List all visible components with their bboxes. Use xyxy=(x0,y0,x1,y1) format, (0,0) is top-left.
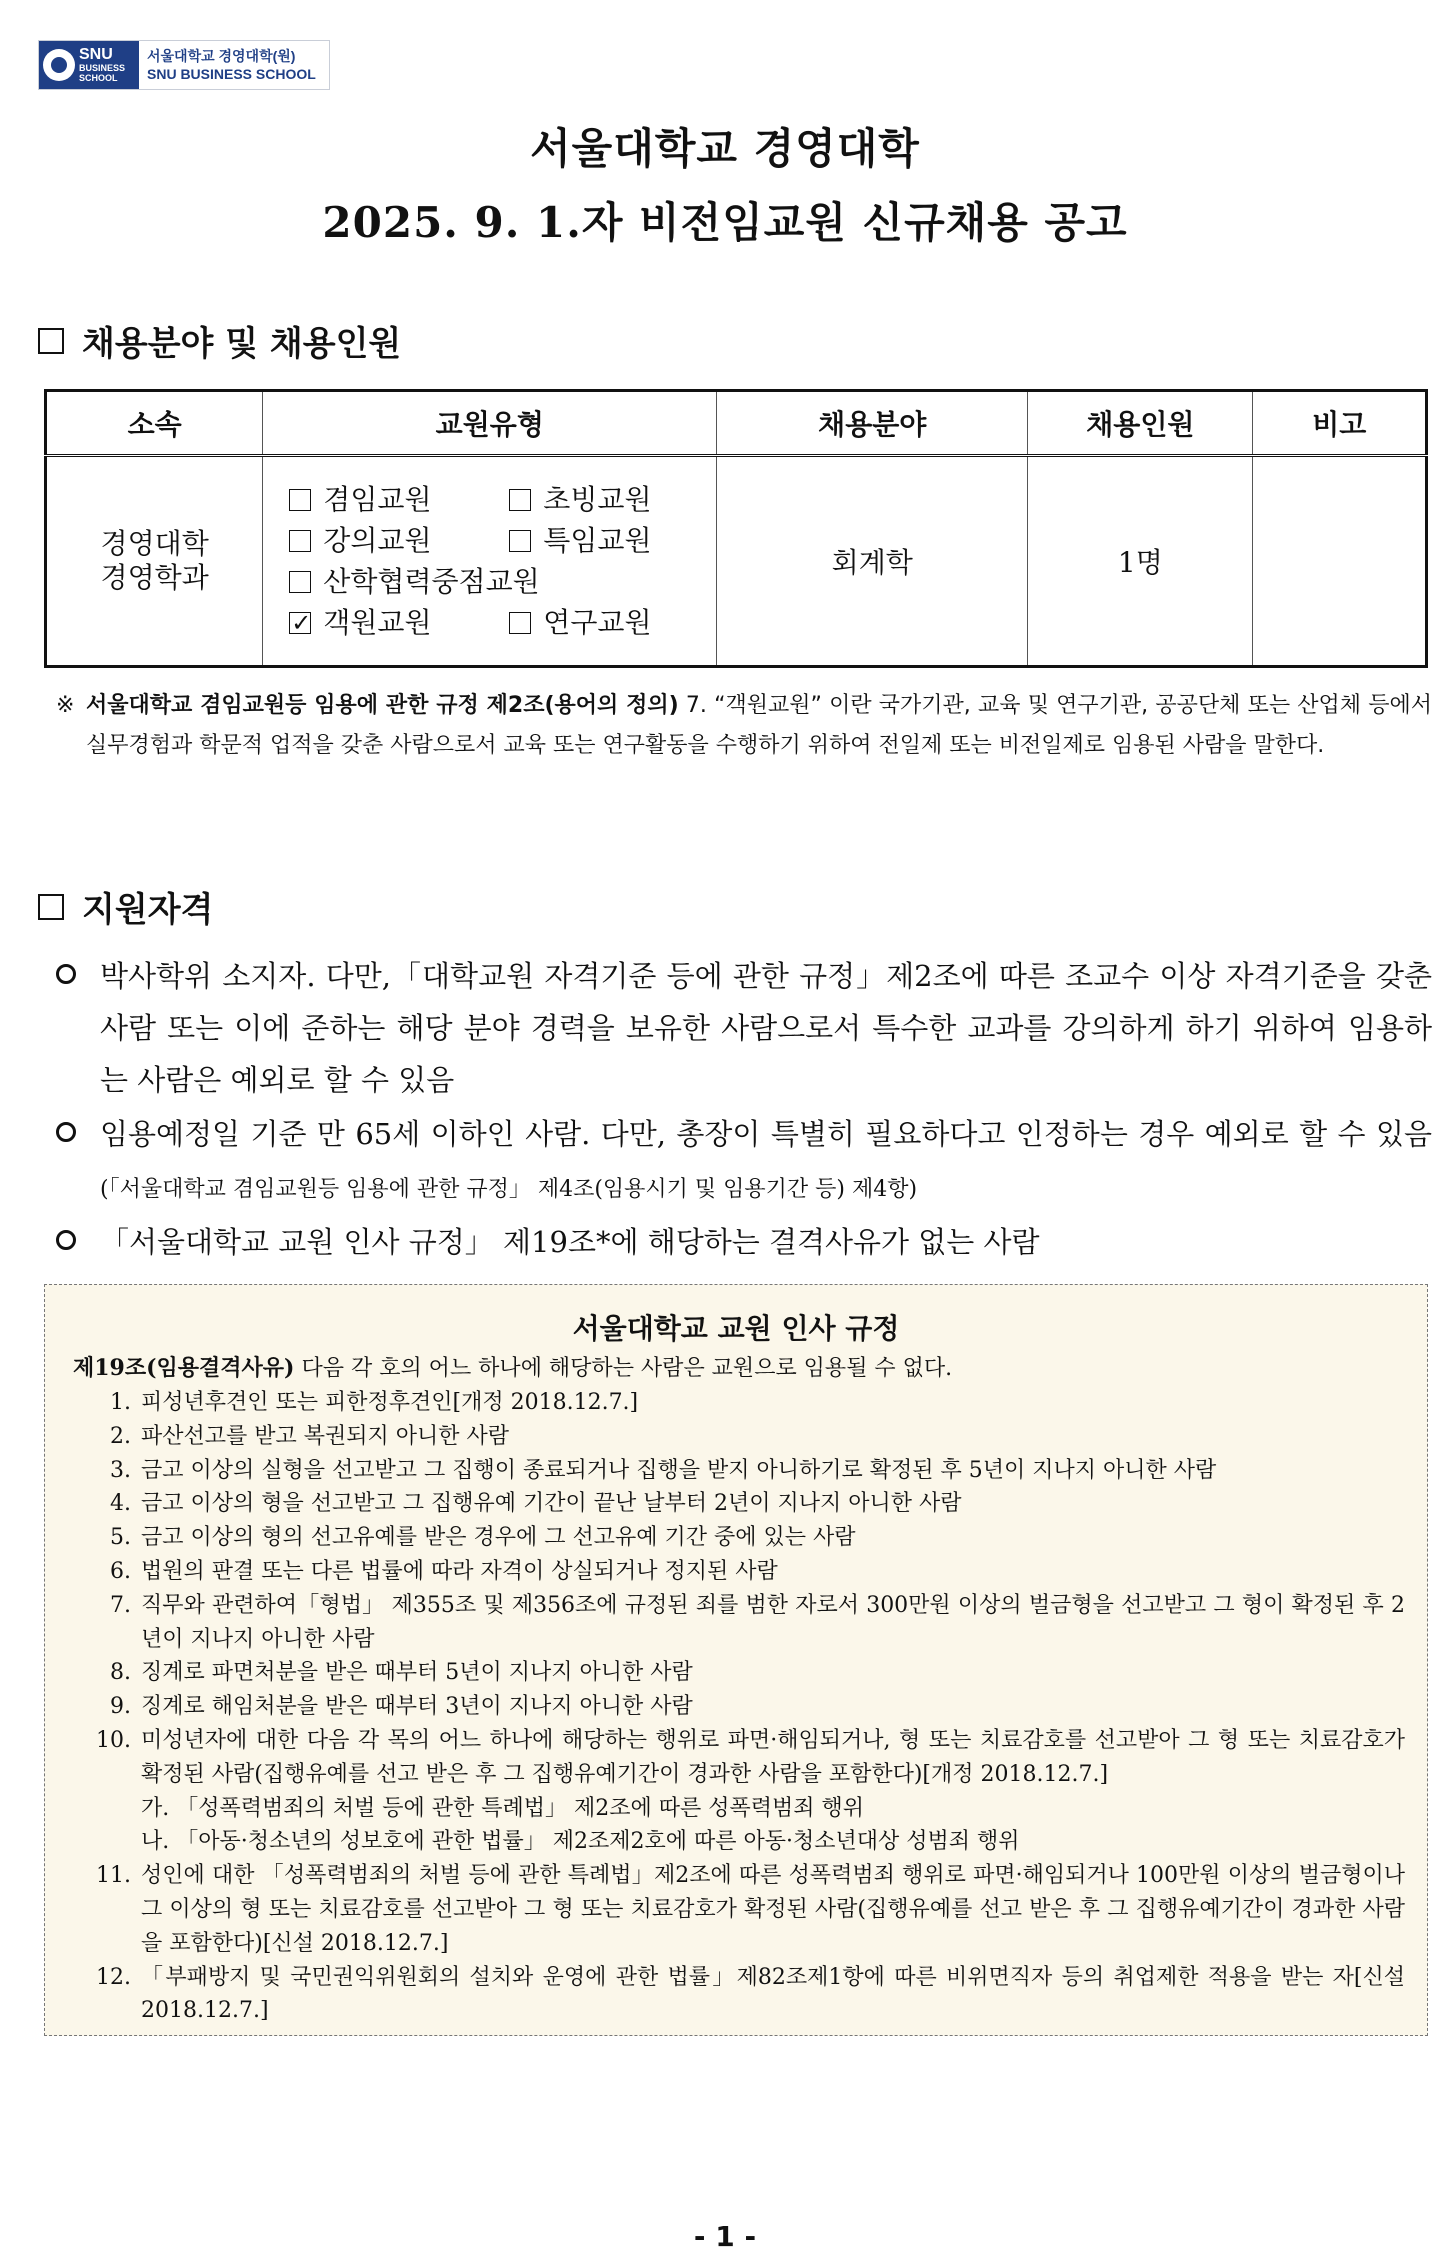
item-text: 피성년후견인 또는 피한정후견인[개정 2018.12.7.] xyxy=(141,1390,639,1415)
item-number: 7. xyxy=(110,1592,131,1618)
item-text: 「부패방지 및 국민권익위원회의 설치와 운영에 관한 법률」제82조제1항에 따른 비위면직자 등의 취업제한 적용을 받는 자[신설 2018.12.7.] xyxy=(141,1964,1405,2024)
cell-count: 1명 xyxy=(1028,456,1253,667)
item-text: 법원의 판결 또는 다른 법률에 따라 자격이 상실되거나 정지된 사람 xyxy=(141,1558,778,1584)
col-header-type: 교원유형 xyxy=(263,391,717,456)
circle-bullet-icon xyxy=(56,1122,76,1142)
regulation-title: 서울대학교 교원 인사 규정 xyxy=(572,1312,900,1345)
item-text: 직무와 관련하여「형법」 제355조 및 제356조에 규정된 죄를 범한 자로서 300만원 이상의 벌금형을 선고받고 그 형이 확정된 후 2년이 지나지 아니한 사람 xyxy=(141,1592,1405,1652)
type-label: 특임교원 xyxy=(543,523,652,557)
item-text: 나. 「아동·청소년의 성보호에 관한 법률」 제2조제2호에 따른 아동·청소년대상 성범죄 행위 xyxy=(141,1829,1020,1855)
type-label: 초빙교원 xyxy=(543,482,652,516)
qualification-text: 박사학위 소지자. 다만,「대학교원 자격기준 등에 관한 규정」제2조에 따른 조교수 이상 자격기준을 갖춘 사람 또는 이에 준하는 해당 분야 경력을 보유한 사람으로서 특수한 교과를 강의하게 하기 위하여 임용하는 사람은 예외로 할 수 있음 xyxy=(100,959,1432,1097)
section-recruitment-heading xyxy=(38,316,401,365)
recruitment-table xyxy=(44,389,1428,668)
affiliation-college: 경영대학 xyxy=(100,527,209,560)
col-header-remarks: 비고 xyxy=(1253,391,1427,456)
type-label: 겸임교원 xyxy=(323,482,432,516)
item-number: 6. xyxy=(110,1558,131,1584)
regulation-item xyxy=(85,1724,1405,1792)
cell-faculty-types xyxy=(263,456,717,667)
logo-text xyxy=(139,47,316,83)
checkbox-icon xyxy=(509,612,531,634)
logo-words xyxy=(79,47,125,83)
checkbox-square-icon xyxy=(38,894,64,920)
section-recruitment-title: 채용분야 및 채용인원 xyxy=(82,324,402,364)
item-number: 9. xyxy=(110,1694,131,1720)
checkbox-icon xyxy=(289,530,311,552)
regulation-subitem xyxy=(85,1792,1405,1826)
item-text: 금고 이상의 실형을 선고받고 그 집행이 종료되거나 집행을 받지 아니하기로 확정된 후 5년이 지나지 아니한 사람 xyxy=(141,1457,1217,1483)
item-number: 2. xyxy=(110,1423,131,1449)
type-option-6 xyxy=(509,604,709,642)
regulation-items xyxy=(85,1386,1405,2028)
type-option-3 xyxy=(509,522,709,560)
regulation-item xyxy=(85,1555,1405,1589)
item-text: 징계로 해임처분을 받은 때부터 3년이 지나지 아니한 사람 xyxy=(141,1694,693,1720)
item-text: 미성년자에 대한 다음 각 목의 어느 하나에 해당하는 행위로 파면·해임되거나, 형 또는 치료감호를 선고받아 그 형 또는 치료감호가 확정된 사람(집행유예를 선고 받은 후 그 집행유예기간이 경과한 사람을 포함한다)[개정 2018.12.7.] xyxy=(141,1727,1405,1787)
cell-affiliation xyxy=(46,456,263,667)
type-option-0 xyxy=(289,481,509,519)
logo-abbr: SNU xyxy=(79,46,113,63)
regulation-lead-text: 다음 각 호의 어느 하나에 해당하는 사람은 교원으로 임용될 수 없다. xyxy=(294,1356,953,1381)
item-number: 4. xyxy=(110,1491,131,1517)
note-mark: ※ xyxy=(56,693,75,718)
type-label: 산학협력중점교원 xyxy=(323,564,540,598)
item-number: 8. xyxy=(110,1660,131,1686)
regulation-item xyxy=(85,1690,1405,1724)
item-number: 3. xyxy=(110,1457,131,1483)
table-row xyxy=(46,456,1427,667)
section-qualification-title: 지원자격 xyxy=(82,890,214,930)
qualification-text: 임용예정일 기준 만 65세 이하인 사람. 다만, 총장이 특별히 필요하다고 인정하는 경우 예외로 할 수 있음 xyxy=(100,1117,1432,1151)
type-option-2 xyxy=(289,522,509,560)
regulation-item xyxy=(85,1521,1405,1555)
page-number: - 1 - xyxy=(693,2220,757,2253)
checkbox-icon xyxy=(509,530,531,552)
checkbox-icon xyxy=(509,489,531,511)
logo-sub1: BUSINESS xyxy=(79,63,126,73)
qualification-item xyxy=(56,1216,1432,1268)
checkbox-icon xyxy=(289,489,311,511)
type-option-4 xyxy=(289,563,709,601)
logo-sub2: SCHOOL xyxy=(79,73,118,83)
regulation-box xyxy=(44,1284,1428,2036)
section-qualification-heading xyxy=(38,882,213,931)
cell-field: 회계학 xyxy=(717,456,1028,667)
table-header-row xyxy=(46,391,1427,456)
qualification-reference: (「서울대학교 겸임교원등 임용에 관한 규정」 제4조(임용시기 및 임용기간 등) 제4항) xyxy=(100,1177,918,1202)
type-label: 강의교원 xyxy=(323,523,432,557)
regulation-item xyxy=(85,1589,1405,1657)
logo-english: SNU BUSINESS SCHOOL xyxy=(147,66,316,82)
logo-mark xyxy=(39,41,139,89)
col-header-count: 채용인원 xyxy=(1028,391,1253,456)
note-regulation-ref: 서울대학교 겸임교원등 임용에 관한 규정 제2조(용어의 정의) xyxy=(86,693,679,718)
regulation-item xyxy=(85,1961,1405,2029)
title-line1: 서울대학교 경영대학 xyxy=(530,124,920,173)
title-line2: 2025. 9. 1.자 비전임교원 신규채용 공고 xyxy=(322,198,1128,247)
affiliation-department: 경영학과 xyxy=(100,561,209,594)
circle-bullet-icon xyxy=(56,1230,76,1250)
qualification-item xyxy=(56,950,1432,1106)
checkbox-checked-icon xyxy=(289,612,311,634)
regulation-subitem xyxy=(85,1825,1405,1859)
type-option-5 xyxy=(289,604,509,642)
type-option-1 xyxy=(509,481,709,519)
item-number: 12. xyxy=(96,1964,131,1990)
type-label: 객원교원 xyxy=(323,605,432,639)
regulation-item xyxy=(85,1656,1405,1690)
col-header-affiliation: 소속 xyxy=(46,391,263,456)
item-text: 가. 「성폭력범죄의 처벌 등에 관한 특례법」 제2조에 따른 성폭력범죄 행위 xyxy=(141,1795,864,1821)
definition-note xyxy=(56,686,1432,766)
item-text: 징계로 파면처분을 받은 때부터 5년이 지나지 아니한 사람 xyxy=(141,1660,693,1686)
note-text: 7. “객원교원” 이란 국가기관, 교육 및 연구기관, 공공단체 또는 산업체 등에서 실무경험과 학문적 업적을 갖춘 사람으로서 교육 또는 연구활동을 수행하기 위하여 전일제 또는 비전일제로 임용된 사람을 말한다. xyxy=(86,693,1432,758)
checkbox-square-icon xyxy=(38,328,64,354)
snu-seal-icon xyxy=(43,49,75,81)
item-text: 금고 이상의 형을 선고받고 그 집행유예 기간이 끝난 날부터 2년이 지나지 아니한 사람 xyxy=(141,1491,962,1517)
snu-business-school-logo xyxy=(38,40,330,90)
col-header-field: 채용분야 xyxy=(717,391,1028,456)
qualification-item xyxy=(56,1108,1432,1216)
regulation-item xyxy=(85,1454,1405,1488)
logo-korean: 서울대학교 경영대학(원) xyxy=(147,48,296,64)
item-text: 금고 이상의 형의 선고유예를 받은 경우에 그 선고유예 기간 중에 있는 사람 xyxy=(141,1525,856,1551)
item-text: 성인에 대한 「성폭력범죄의 처벌 등에 관한 특례법」제2조에 따른 성폭력범죄 행위로 파면·해임되거나 100만원 이상의 벌금형이나 그 이상의 형 또는 치료감호를 선고받아 그 형 또는 치료감호가 확정된 사람(집행유예를 선고 받은 후 그 집행유예기간이 경과한 사람을 포함한다)[신설 2018.12.7.] xyxy=(141,1863,1405,1956)
qualification-text: 「서울대학교 교원 인사 규정」 제19조*에 해당하는 결격사유가 없는 사람 xyxy=(100,1225,1040,1259)
item-number: 10. xyxy=(96,1727,131,1753)
circle-bullet-icon xyxy=(56,964,76,984)
type-label: 연구교원 xyxy=(543,605,652,639)
cell-remarks xyxy=(1253,456,1427,667)
item-number: 1. xyxy=(110,1390,131,1415)
item-text: 파산선고를 받고 복권되지 아니한 사람 xyxy=(141,1423,510,1449)
item-number: 5. xyxy=(110,1525,131,1551)
regulation-lead xyxy=(73,1351,952,1386)
regulation-item xyxy=(85,1487,1405,1521)
regulation-item xyxy=(85,1420,1405,1454)
item-number: 11. xyxy=(96,1863,131,1889)
checkbox-icon xyxy=(289,571,311,593)
regulation-item xyxy=(85,1859,1405,1960)
regulation-article: 제19조(임용결격사유) xyxy=(73,1355,295,1381)
regulation-item xyxy=(85,1386,1405,1420)
